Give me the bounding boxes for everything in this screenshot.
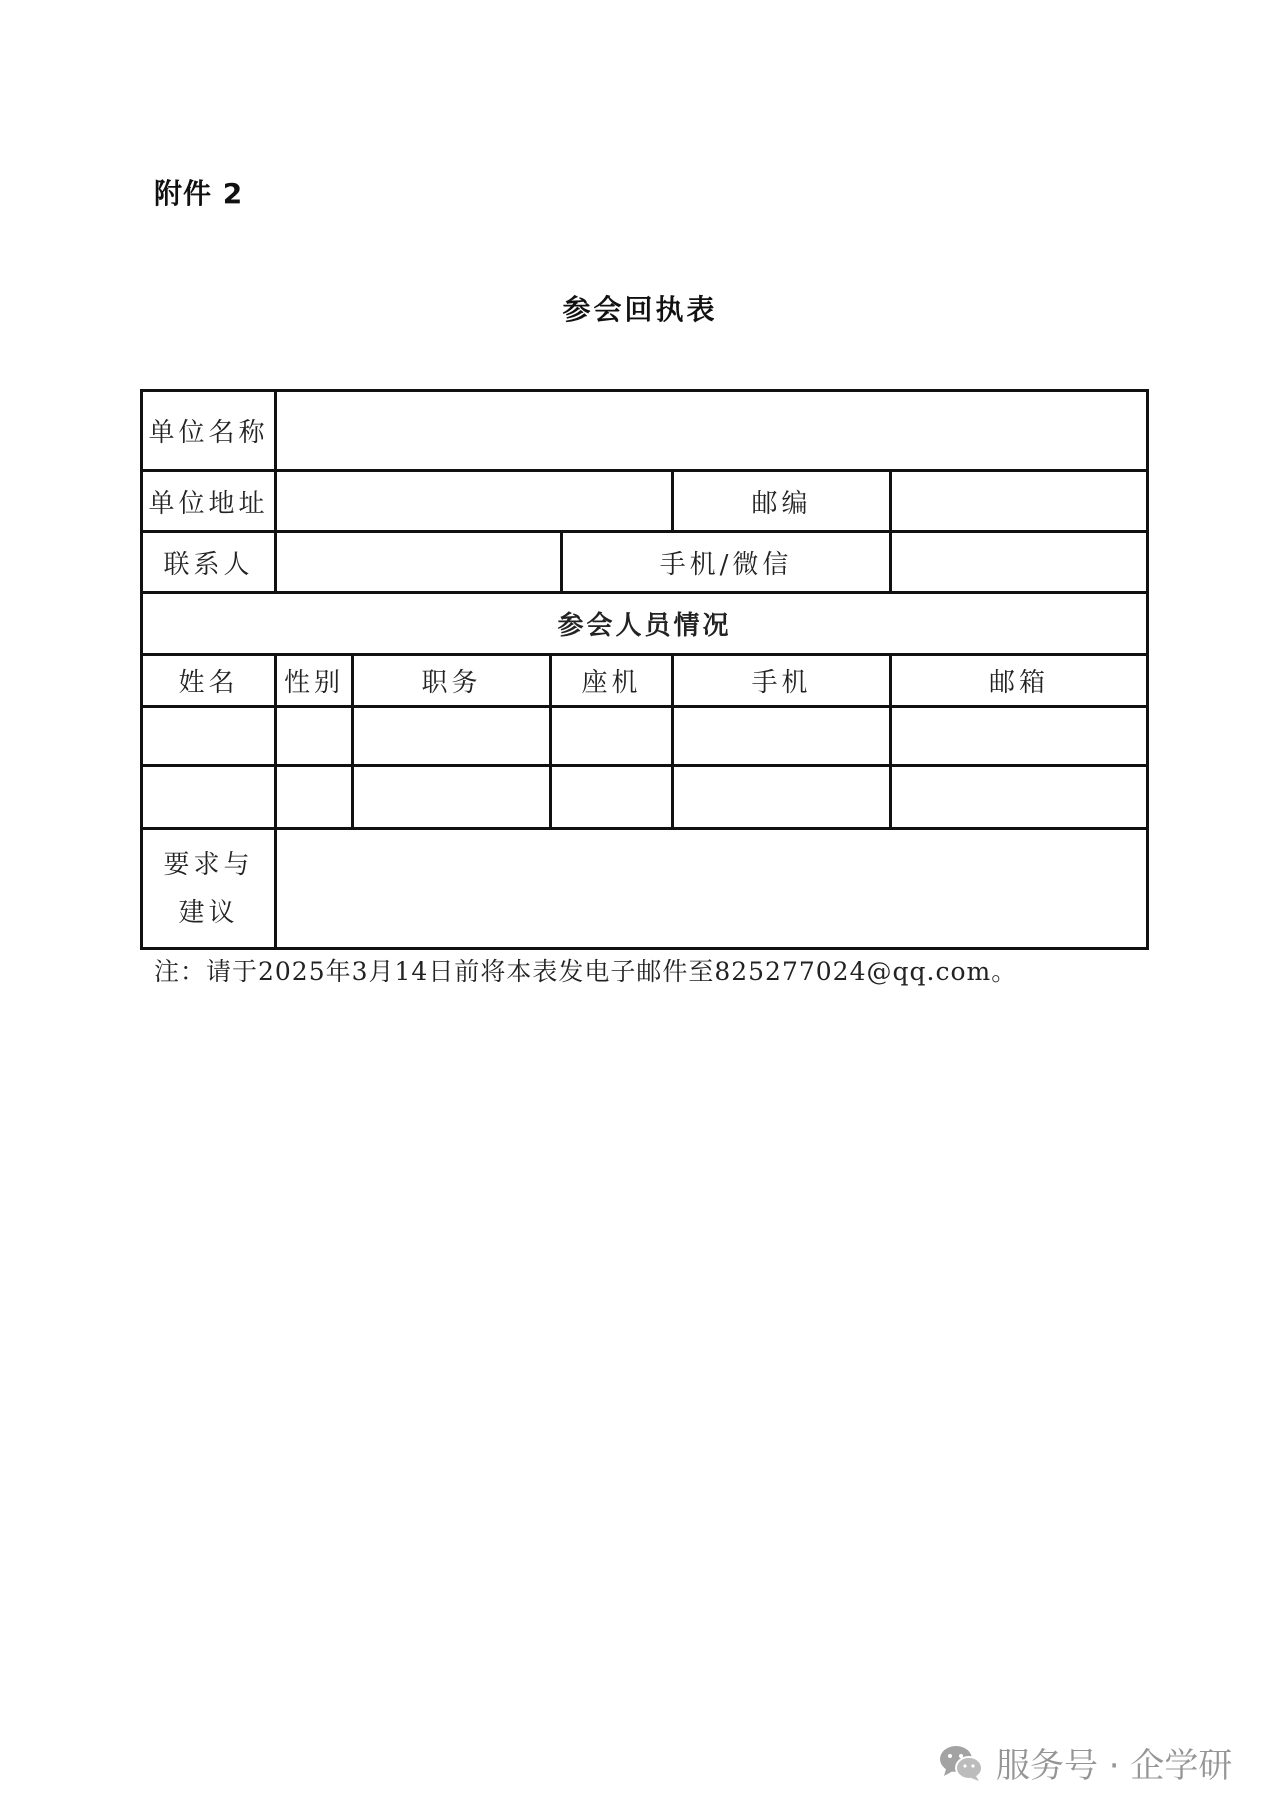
unit-address-field[interactable] — [276, 471, 673, 532]
suggestions-field[interactable] — [276, 829, 1148, 949]
column-header-mobile: 手机 — [673, 655, 891, 707]
form-title: 参会回执表 — [562, 293, 718, 326]
attendee-row — [142, 766, 1148, 829]
attendee-email-cell[interactable] — [891, 707, 1148, 766]
attendees-header-row — [142, 655, 1148, 707]
contact-row — [142, 532, 1148, 593]
suggestions-label-line1: 要求与 — [163, 849, 254, 880]
attendee-email-cell[interactable] — [891, 766, 1148, 829]
column-header-position: 职务 — [353, 655, 551, 707]
attendee-mobile-cell[interactable] — [673, 707, 891, 766]
column-header-email: 邮箱 — [891, 655, 1148, 707]
submission-note: 注：请于2025年3月14日前将本表发电子邮件至825277024@qq.com。 — [154, 957, 1018, 986]
attendee-landline-cell[interactable] — [551, 707, 673, 766]
receipt-form-table — [140, 389, 1149, 950]
watermark — [938, 1738, 1232, 1787]
attendee-gender-cell[interactable] — [276, 766, 353, 829]
watermark-text: 服务号 · 企学研 — [996, 1746, 1233, 1786]
attendee-gender-cell[interactable] — [276, 707, 353, 766]
column-header-gender: 性别 — [276, 655, 353, 707]
unit-name-row — [142, 391, 1148, 471]
postcode-label: 邮编 — [673, 471, 891, 532]
unit-address-label: 单位地址 — [142, 471, 276, 532]
column-header-landline: 座机 — [551, 655, 673, 707]
unit-address-row — [142, 471, 1148, 532]
attendee-landline-cell[interactable] — [551, 766, 673, 829]
unit-name-field[interactable] — [276, 391, 1148, 471]
mobile-wechat-field[interactable] — [891, 532, 1148, 593]
attendee-position-cell[interactable] — [353, 766, 551, 829]
suggestions-row — [142, 829, 1148, 949]
attendee-name-cell[interactable] — [142, 707, 276, 766]
wechat-icon — [938, 1743, 984, 1783]
contact-label: 联系人 — [142, 532, 276, 593]
column-header-name: 姓名 — [142, 655, 276, 707]
attendee-mobile-cell[interactable] — [673, 766, 891, 829]
postcode-field[interactable] — [891, 471, 1148, 532]
attendees-section-row — [142, 593, 1148, 655]
attendee-name-cell[interactable] — [142, 766, 276, 829]
attendee-row — [142, 707, 1148, 766]
mobile-wechat-label: 手机/微信 — [562, 532, 891, 593]
attendee-position-cell[interactable] — [353, 707, 551, 766]
suggestions-label-line2: 建议 — [178, 897, 239, 928]
unit-name-label: 单位名称 — [142, 391, 276, 471]
attendees-section-title: 参会人员情况 — [142, 593, 1148, 655]
contact-field[interactable] — [276, 532, 562, 593]
attachment-label: 附件 2 — [154, 177, 244, 210]
suggestions-label — [142, 829, 276, 949]
